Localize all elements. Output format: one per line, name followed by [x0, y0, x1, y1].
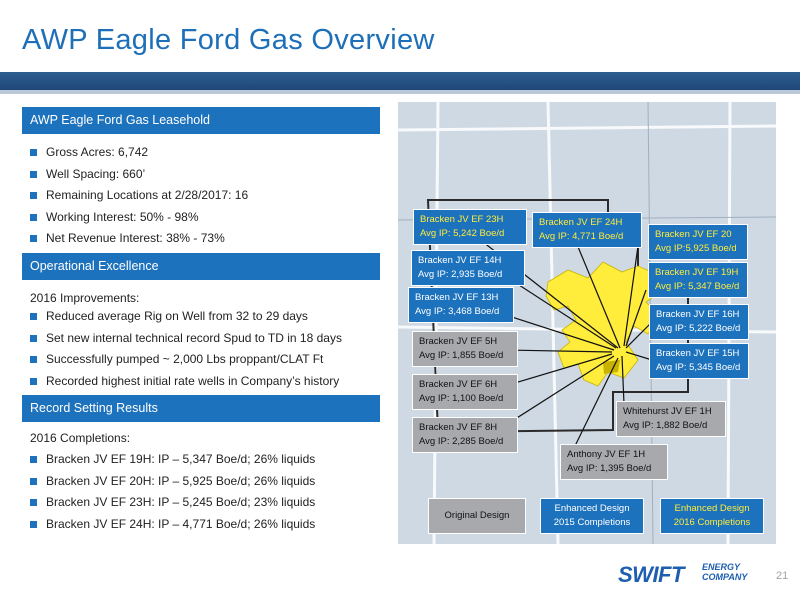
- list-item: Net Revenue Interest: 38% - 73%: [22, 228, 248, 250]
- well-label-5h: Bracken JV EF 5H Avg IP: 1,855 Boe/d: [412, 331, 518, 367]
- legend-original-design: Original Design: [428, 498, 526, 534]
- square-bullet-icon: [30, 235, 37, 242]
- list-item: Well Spacing: 660’: [22, 164, 248, 186]
- list-item: Recorded highest initial rate wells in Company’s history: [22, 371, 342, 393]
- well-label-8h: Bracken JV EF 8H Avg IP: 2,285 Boe/d: [412, 417, 518, 453]
- well-label-6h: Bracken JV EF 6H Avg IP: 1,100 Boe/d: [412, 374, 518, 410]
- square-bullet-icon: [30, 521, 37, 528]
- well-label-24h: Bracken JV EF 24H Avg IP: 4,771 Boe/d: [532, 212, 642, 248]
- square-bullet-icon: [30, 192, 37, 199]
- well-label-anthony: Anthony JV EF 1H Avg IP: 1,395 Boe/d: [560, 444, 668, 480]
- page-title: AWP Eagle Ford Gas Overview: [22, 24, 435, 56]
- well-label-20: Bracken JV EF 20 Avg IP:5,925 Boe/d: [648, 224, 748, 260]
- acreage-blob: [546, 262, 660, 386]
- lease-map: [398, 102, 776, 544]
- leasehold-list: [22, 142, 248, 250]
- title-bar: [0, 72, 800, 90]
- list-item: Bracken JV EF 19H: IP – 5,347 Boe/d; 26% liquids: [22, 449, 315, 471]
- legend-2015-completions: Enhanced Design 2015 Completions: [540, 498, 644, 534]
- well-label-15h: Bracken JV EF 15H Avg IP: 5,345 Boe/d: [649, 343, 749, 379]
- legend-2016-completions: Enhanced Design 2016 Completions: [660, 498, 764, 534]
- list-item: Reduced average Rig on Well from 32 to 29 days: [22, 306, 342, 328]
- square-bullet-icon: [30, 313, 37, 320]
- square-bullet-icon: [30, 356, 37, 363]
- company-logo: SWIFT: [618, 562, 684, 587]
- well-label-19h: Bracken JV EF 19H Avg IP: 5,347 Boe/d: [648, 262, 748, 298]
- well-label-23h: Bracken JV EF 23H Avg IP: 5,242 Boe/d: [413, 209, 527, 245]
- well-label-whitehurst: Whitehurst JV EF 1H Avg IP: 1,882 Boe/d: [616, 401, 726, 437]
- title-bar-shadow: [0, 90, 800, 94]
- list-item: Bracken JV EF 24H: IP – 4,771 Boe/d; 26% liquids: [22, 514, 315, 536]
- record-list: [22, 449, 315, 535]
- square-bullet-icon: [30, 378, 37, 385]
- square-bullet-icon: [30, 335, 37, 342]
- square-bullet-icon: [30, 478, 37, 485]
- square-bullet-icon: [30, 499, 37, 506]
- operational-heading: Operational Excellence: [22, 253, 380, 280]
- well-label-14h: Bracken JV EF 14H Avg IP: 2,935 Boe/d: [411, 250, 525, 286]
- list-item: Working Interest: 50% - 98%: [22, 207, 248, 229]
- record-intro: 2016 Completions:: [30, 431, 131, 445]
- company-logo-sub: ENERGY COMPANY: [702, 562, 748, 582]
- list-item: Bracken JV EF 20H: IP – 5,925 Boe/d; 26% liquids: [22, 471, 315, 493]
- list-item: Gross Acres: 6,742: [22, 142, 248, 164]
- square-bullet-icon: [30, 149, 37, 156]
- list-item: Remaining Locations at 2/28/2017: 16: [22, 185, 248, 207]
- square-bullet-icon: [30, 214, 37, 221]
- operational-intro: 2016 Improvements:: [30, 291, 140, 305]
- page-number: 21: [776, 570, 789, 582]
- list-item: Successfully pumped ~ 2,000 Lbs proppant/CLAT Ft: [22, 349, 342, 371]
- square-bullet-icon: [30, 456, 37, 463]
- list-item: Set new internal technical record Spud to TD in 18 days: [22, 328, 342, 350]
- well-label-13h: Bracken JV EF 13H Avg IP: 3,468 Boe/d: [408, 287, 514, 323]
- operational-list: [22, 306, 342, 392]
- well-label-16h: Bracken JV EF 16H Avg IP: 5,222 Boe/d: [649, 304, 749, 340]
- leasehold-heading: AWP Eagle Ford Gas Leasehold: [22, 107, 380, 134]
- list-item: Bracken JV EF 23H: IP – 5,245 Boe/d; 23% liquids: [22, 492, 315, 514]
- record-heading: Record Setting Results: [22, 395, 380, 422]
- square-bullet-icon: [30, 171, 37, 178]
